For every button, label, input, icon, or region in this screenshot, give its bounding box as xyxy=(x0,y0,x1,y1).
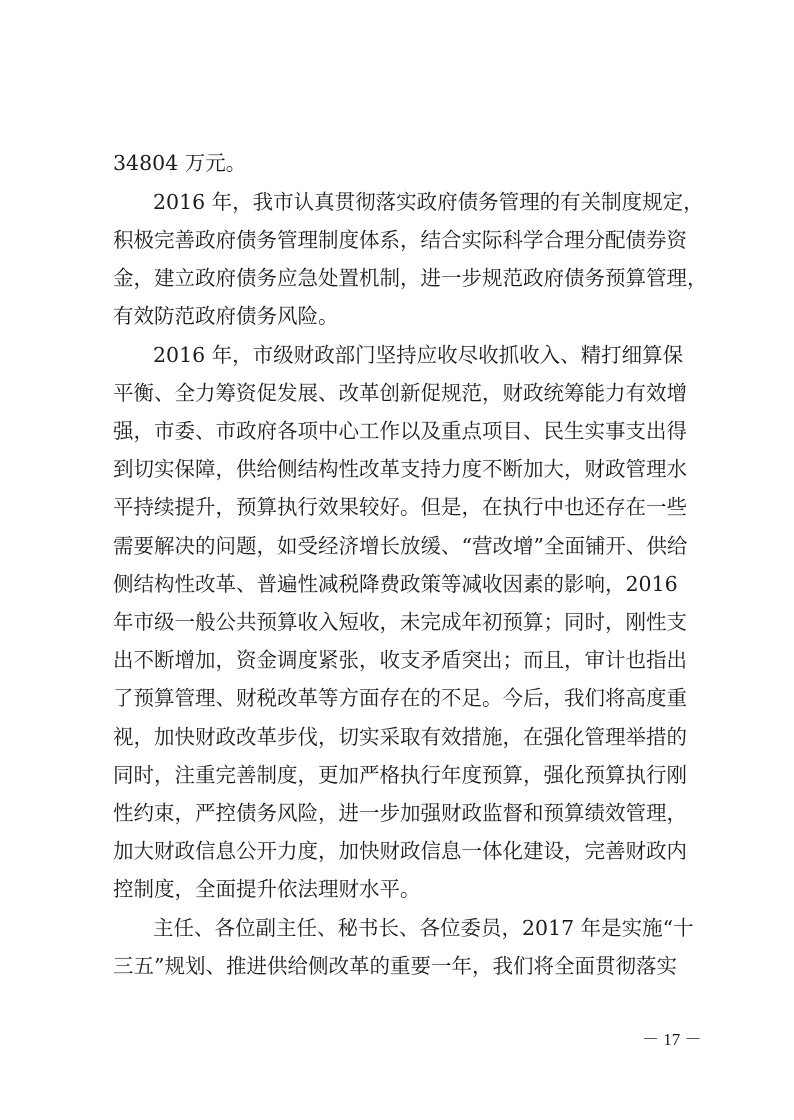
text-line: 侧结构性改革、普遍性减税降费政策等减收因素的影响，2016 xyxy=(113,572,678,596)
page-number: － 17 － xyxy=(642,1030,702,1049)
text-line: 控制度，全面提升依法理财水平。 xyxy=(113,877,421,901)
text-line: 有效防范政府债务风险。 xyxy=(113,304,339,328)
text-line: 需要解决的问题，如受经济增长放缓、“营改增”全面铺开、供给 xyxy=(113,534,688,558)
text-line: 视，加快财政改革步伐，切实采取有效措施，在强化管理举措的 xyxy=(113,725,687,749)
text-line: 金，建立政府债务应急处置机制，进一步规范政府债务预算管理， xyxy=(113,266,708,290)
text-line: 了预算管理、财税改革等方面存在的不足。今后，我们将高度重 xyxy=(113,686,687,710)
text-line: 2016 年，我市认真贯彻落实政府债务管理的有关制度规定， xyxy=(153,190,704,214)
text-line: 到切实保障，供给侧结构性改革支持力度不断加大，财政管理水 xyxy=(113,457,687,481)
text-line: 年市级一般公共预算收入短收，未完成年初预算；同时，刚性支 xyxy=(113,610,687,634)
text-line: 积极完善政府债务管理制度体系，结合实际科学合理分配债券资 xyxy=(113,228,687,252)
text-line: 2016 年，市级财政部门坚持应收尽收抓收入、精打细算保 xyxy=(153,343,684,367)
text-line: 加大财政信息公开力度，加快财政信息一体化建设，完善财政内 xyxy=(113,839,687,863)
text-line: 平衡、全力筹资促发展、改革创新促规范，财政统筹能力有效增 xyxy=(113,381,687,405)
text-line: 性约束，严控债务风险，进一步加强财政监督和预算绩效管理， xyxy=(113,801,687,825)
text-line: 34804 万元。 xyxy=(113,151,247,175)
text-line: 强，市委、市政府各项中心工作以及重点项目、民生实事支出得 xyxy=(113,419,687,443)
text-line: 主任、各位副主任、秘书长、各位委员，2017 年是实施“十 xyxy=(153,916,694,940)
text-line: 同时，注重完善制度，更加严格执行年度预算，强化预算执行刚 xyxy=(113,763,687,787)
text-line: 出不断增加，资金调度紧张，收支矛盾突出；而且，审计也指出 xyxy=(113,648,687,672)
text-line: 平持续提升，预算执行效果较好。但是，在执行中也还存在一些 xyxy=(113,495,687,519)
text-line: 三五”规划、推进供给侧改革的重要一年，我们将全面贯彻落实 xyxy=(113,954,677,978)
